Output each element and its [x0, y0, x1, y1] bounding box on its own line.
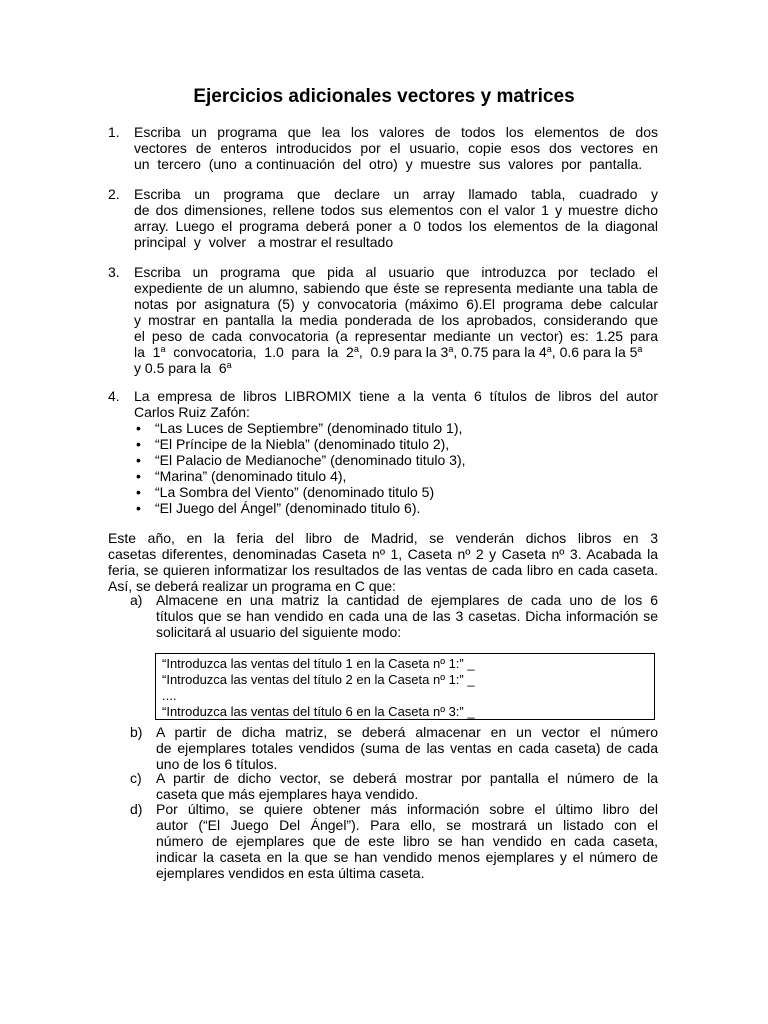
exercise-text-line: La empresa de libros LIBROMIX tiene a la venta 6 títulos de libros del autor	[134, 388, 658, 404]
text-fragment: , 0.9 para la 3	[358, 344, 449, 360]
paragraph-line: Así, se deberá realizar un programa en C que:	[108, 578, 396, 594]
task-text-line: ejemplares vendidos en esta última caseta.	[156, 865, 425, 881]
exercise-text-line: de dos dimensiones, rellene todos sus elementos con el valor 1 y muestre dicho	[134, 202, 658, 218]
text-fragment: , 0.6 para la 5	[551, 344, 638, 360]
text-fragment: y 0.5 para la 6	[134, 360, 227, 376]
ordinal-marker: a	[226, 360, 232, 370]
task-d	[108, 801, 658, 881]
paragraph-line: Este año, en la feria del libro de Madrid, se venderán dichos libros en 3	[108, 530, 658, 546]
exercise-text-line: notas por asignatura (5) y convocatoria (máximo 6).El programa debe calcular	[134, 296, 658, 312]
task-text-line: indicar la caseta en la que se han vendido menos ejemplares y el número de	[156, 849, 658, 865]
exercise-3	[108, 264, 658, 376]
text-fragment: convocatoria, 1.0 para la 2	[165, 344, 354, 360]
exercise-number: 2.	[108, 186, 120, 202]
book-list-item: • “La Sombra del Viento” (denominado titulo 5)	[134, 484, 658, 500]
exercise-number: 4.	[108, 388, 120, 404]
exercise-text-line: Escriba un programa que declare un array llamado tabla, cuadrado y	[134, 186, 658, 202]
exercise-text-line: expediente de un alumno, sabiendo que éste se representa mediante una tabla de	[134, 280, 658, 296]
task-text-line: A partir de dicho vector, se deberá mostrar por pantalla el número de la	[156, 770, 658, 786]
exercise-1	[108, 124, 658, 172]
exercise-text-line-weights	[134, 360, 658, 376]
exercise-text-line: Carlos Ruiz Zafón:	[134, 404, 250, 420]
ordinal-marker: a	[448, 344, 454, 354]
book-list-item: • “El Juego del Ángel” (denominado titulo 6).	[134, 500, 658, 516]
book-list-item: • “Las Luces de Septiembre” (denominado titulo 1),	[134, 420, 658, 436]
exercise-text-line: Escriba un programa que pida al usuario que introduzca por teclado el	[134, 264, 658, 280]
exercise-2	[108, 186, 658, 250]
task-text-line: Por último, se quiere obtener más información sobre el último libro del	[156, 801, 658, 817]
exercise-text-line: array. Luego el programa deberá poner a 0 todos los elementos de la diagonal	[134, 218, 658, 234]
ordinal-marker: a	[637, 344, 643, 354]
prompt-line: “Introduzca las ventas del título 1 en la Caseta nº 1:” _	[162, 656, 475, 671]
paragraph-line: casetas diferentes, denominadas Caseta nº 1, Caseta nº 2 y Caseta nº 3. Acabada la	[108, 546, 658, 562]
ordinal-marker: a	[353, 344, 359, 354]
task-a	[108, 592, 658, 640]
task-letter: a)	[130, 592, 143, 608]
ordinal-marker: a	[546, 344, 552, 354]
task-c	[108, 770, 658, 802]
paragraph-line: feria, se quieren informatizar los resultados de las ventas de cada libro en cada caseta.	[108, 562, 658, 578]
exercise-text-line: un tercero (uno a continuación del otro) y muestre sus valores por pantalla.	[134, 156, 643, 172]
task-text-line: A partir de dicha matriz, se deberá almacenar en un vector el número	[156, 724, 658, 740]
task-letter: b)	[130, 724, 143, 740]
exercise-4	[108, 388, 658, 516]
task-text-line: autor (“El Juego Del Ángel”). Para ello, se mostrará un listado con el	[156, 817, 658, 833]
input-prompt-box	[155, 653, 655, 720]
exercise-text-line: el peso de cada convocatoria (a representar mediante un vector) es: 1.25 para	[134, 328, 658, 344]
task-text-line: solicitará al usuario del siguiente modo:	[156, 624, 402, 640]
book-list	[134, 420, 658, 516]
exercise-text-line-weights	[134, 344, 658, 360]
exercise-text-line: Escriba un programa que lea los valores de todos los elementos de dos	[134, 124, 658, 140]
exercise-text-line: principal y volver a mostrar el resultado	[134, 234, 394, 250]
text-fragment: la 1	[134, 344, 161, 360]
task-b	[108, 724, 658, 772]
prompt-line: “Introduzca las ventas del título 6 en la Caseta nº 3:” _	[162, 704, 475, 719]
book-list-item: • “Marina” (denominado titulo 4),	[134, 468, 658, 484]
task-text-line: de ejemplares totales vendidos (suma de las ventas en cada caseta) de cada	[156, 740, 658, 756]
exercise-number: 1.	[108, 124, 120, 140]
task-text-line: número de ejemplares que de este libro se han vendido en cada caseta,	[156, 833, 658, 849]
text-fragment: , 0.75 para la 4	[453, 344, 547, 360]
task-text-line: títulos que se han vendido en cada una de las 3 casetas. Dicha información se	[156, 608, 658, 624]
exercise-text-line: y mostrar en pantalla la media ponderada de los aprobados, considerando que	[134, 312, 658, 328]
task-text-line: caseta que más ejemplares haya vendido.	[156, 786, 419, 802]
ordinal-marker: a	[160, 344, 166, 354]
exercise-text-line: vectores de enteros introducidos por el usuario, copie esos dos vectores en	[134, 140, 658, 156]
task-text-line: uno de los 6 títulos.	[156, 756, 278, 772]
book-list-item: • “El Palacio de Medianoche” (denominado titulo 3),	[134, 452, 658, 468]
task-letter: d)	[130, 801, 143, 817]
prompt-line: “Introduzca las ventas del título 2 en la Caseta nº 1:” _	[162, 672, 475, 687]
page-title: Ejercicios adicionales vectores y matrices	[193, 86, 575, 107]
exercise-number: 3.	[108, 264, 120, 280]
fair-paragraph	[108, 530, 658, 594]
task-letter: c)	[130, 770, 142, 786]
book-list-item: • “El Príncipe de la Niebla” (denominado titulo 2),	[134, 436, 658, 452]
prompt-line: ....	[162, 688, 177, 703]
task-text-line: Almacene en una matriz la cantidad de ejemplares de cada uno de los 6	[156, 592, 658, 608]
